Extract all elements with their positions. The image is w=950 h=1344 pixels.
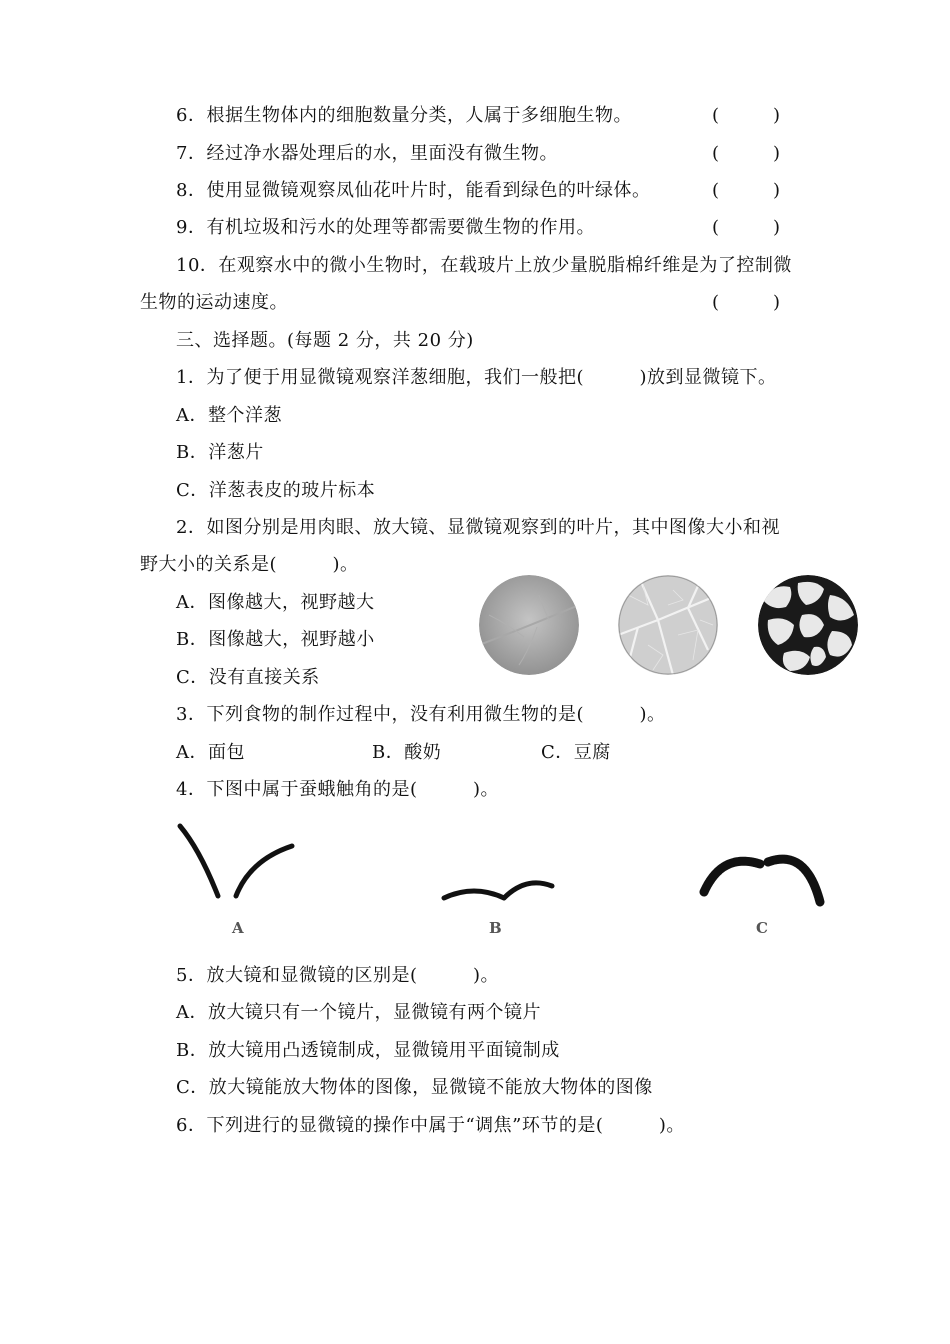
choice-q1-option-a[interactable]: A．整个洋葱 bbox=[176, 405, 282, 426]
antenna-a-label[interactable]: A bbox=[232, 919, 244, 937]
judge-q6: 6．根据生物体内的细胞数量分类，人属于多细胞生物。 bbox=[176, 105, 632, 126]
leaf-naked-eye-image bbox=[479, 575, 579, 675]
answer-paren[interactable]: ( ) bbox=[712, 292, 781, 313]
choice-q3-option-a[interactable]: A．面包 bbox=[176, 742, 245, 763]
judge-q9: 9．有机垃圾和污水的处理等都需要微生物的作用。 bbox=[176, 217, 595, 238]
choice-q2-option-c[interactable]: C．没有直接关系 bbox=[176, 667, 320, 688]
answer-paren[interactable]: ( ) bbox=[712, 105, 781, 126]
choice-q1-option-c[interactable]: C．洋葱表皮的玻片标本 bbox=[176, 480, 376, 501]
choice-q6-stem: 6．下列进行的显微镜的操作中属于“调焦”环节的是( )。 bbox=[176, 1115, 685, 1136]
choice-q1-option-b[interactable]: B．洋葱片 bbox=[176, 442, 264, 463]
choice-q2-stem-line1: 2．如图分别是用肉眼、放大镜、显微镜观察到的叶片，其中图像大小和视 bbox=[176, 517, 780, 538]
antenna-b-image bbox=[440, 870, 560, 910]
answer-paren[interactable]: ( ) bbox=[712, 217, 781, 238]
choice-q3-stem: 3．下列食物的制作过程中，没有利用微生物的是( )。 bbox=[176, 704, 666, 725]
choice-q5-option-c[interactable]: C．放大镜能放大物体的图像，显微镜不能放大物体的图像 bbox=[176, 1077, 653, 1098]
section-title: 三、选择题。(每题 2 分，共 20 分) bbox=[176, 330, 474, 351]
antenna-b-label[interactable]: B bbox=[489, 919, 502, 937]
choice-q2-stem-line2: 野大小的关系是( )。 bbox=[140, 554, 359, 575]
answer-paren[interactable]: ( ) bbox=[712, 180, 781, 201]
choice-q2-option-b[interactable]: B．图像越大，视野越小 bbox=[176, 629, 375, 650]
choice-q3-option-b[interactable]: B．酸奶 bbox=[372, 742, 442, 763]
choice-q5-stem: 5．放大镜和显微镜的区别是( )。 bbox=[176, 965, 499, 986]
leaf-microscope-image bbox=[758, 575, 858, 675]
answer-paren[interactable]: ( ) bbox=[712, 143, 781, 164]
choice-q5-option-a[interactable]: A．放大镜只有一个镜片，显微镜有两个镜片 bbox=[176, 1002, 541, 1023]
judge-q10-line1: 10．在观察水中的微小生物时，在载玻片上放少量脱脂棉纤维是为了控制微 bbox=[176, 255, 792, 276]
choice-q1-stem: 1．为了便于用显微镜观察洋葱细胞，我们一般把( )放到显微镜下。 bbox=[176, 367, 777, 388]
choice-q4-stem: 4．下图中属于蚕蛾触角的是( )。 bbox=[176, 779, 499, 800]
judge-q8: 8．使用显微镜观察凤仙花叶片时，能看到绿色的叶绿体。 bbox=[176, 180, 651, 201]
choice-q2-option-a[interactable]: A．图像越大，视野越大 bbox=[176, 592, 375, 613]
judge-q7: 7．经过净水器处理后的水，里面没有微生物。 bbox=[176, 143, 558, 164]
choice-q3-option-c[interactable]: C．豆腐 bbox=[541, 742, 611, 763]
antenna-c-label[interactable]: C bbox=[756, 919, 768, 937]
antenna-a-image bbox=[170, 820, 310, 910]
judge-q10-line2: 生物的运动速度。 bbox=[140, 292, 288, 313]
leaf-magnifier-image bbox=[618, 575, 718, 675]
choice-q5-option-b[interactable]: B．放大镜用凸透镜制成，显微镜用平面镜制成 bbox=[176, 1040, 560, 1061]
antenna-c-image bbox=[698, 844, 828, 914]
